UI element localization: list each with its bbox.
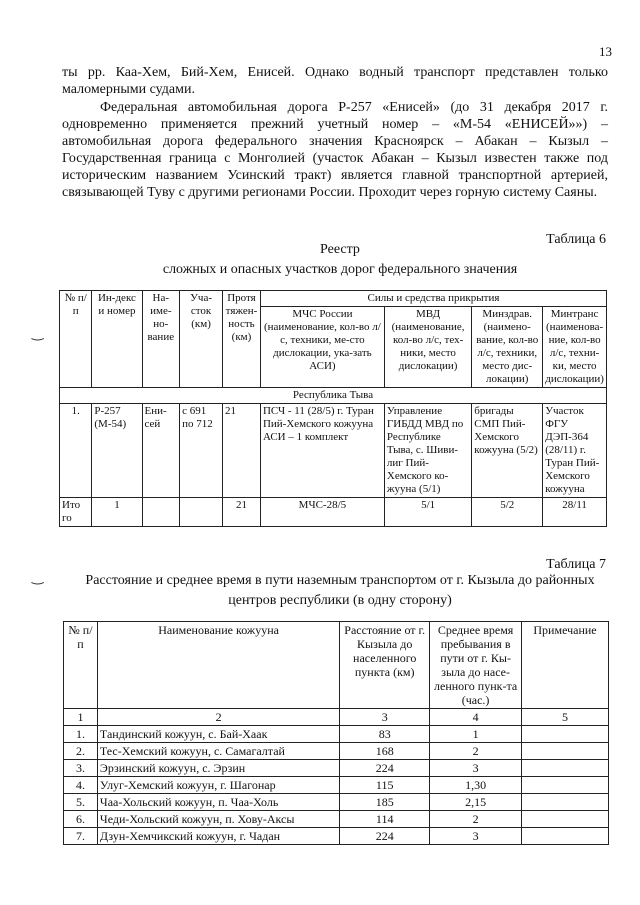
t6-header-section: Уча-сток (км) — [180, 291, 223, 388]
t7-header-name: Наименование кожууна — [97, 622, 339, 709]
t7-time: 1 — [430, 726, 522, 743]
page-number: 13 — [599, 44, 612, 59]
t7-colnum-3: 3 — [340, 709, 430, 726]
table-row — [60, 404, 607, 498]
t6-header-mvd: МВД (наименование, кол-во л/с, тех-ники, место дислокации) — [384, 307, 471, 388]
t7-note — [522, 777, 609, 794]
t6-row-mchs: ПСЧ - 11 (28/5) г. Туран Пий-Хемского кожууна АСИ – 1 комплект — [260, 404, 384, 498]
t6-header-length: Протя тяжен-ность (км) — [223, 291, 261, 388]
t7-note — [522, 760, 609, 777]
t7-distance: 115 — [340, 777, 430, 794]
t6-row-section: с 691 по 712 — [180, 404, 223, 498]
t6-total-health: 5/2 — [472, 498, 543, 527]
t6-header-forces: Силы и средства прикрытия — [260, 291, 606, 307]
t6-row-health: бригады СМП Пий-Хемского кожууна (5/2) — [472, 404, 543, 498]
t7-name: Улуг-Хемский кожуун, г. Шагонар — [97, 777, 339, 794]
table6-title: Реестр — [320, 242, 360, 257]
t7-colnum-4: 4 — [430, 709, 522, 726]
t6-row-index: Р-257 (М-54) — [92, 404, 142, 498]
table-row — [64, 726, 609, 743]
t6-total-empty-2 — [180, 498, 223, 527]
t7-colnum-2: 2 — [97, 709, 339, 726]
t6-total-mchs: МЧС-28/5 — [260, 498, 384, 527]
t7-distance: 83 — [340, 726, 430, 743]
t7-name: Дзун-Хемчикский кожуун, г. Чадан — [97, 828, 339, 845]
t7-name: Чеди-Хольский кожуун, п. Хову-Аксы — [97, 811, 339, 828]
table6-subtitle: сложных и опасных участков дорог федерального значения — [162, 262, 518, 277]
t7-colnum-5: 5 — [522, 709, 609, 726]
t6-header-health: Минздрав. (наимено-вание, кол-во л/с, техники, место дис-локации) — [472, 307, 543, 388]
t7-distance: 185 — [340, 794, 430, 811]
paragraph-1: ты рр. Каа-Хем, Бий-Хем, Енисей. Однако водный транспорт представлен только маломерными судами. — [62, 65, 608, 97]
paragraph-2: Федеральная автомобильная дорога Р-257 «Енисей» (до 31 декабря 2017 г. одновременно применяется прежний учетный номер – «М-54 «ЕНИСЕЙ»») – автомобильная дорога федерального значения Красноярск – Абакан – Кызыл – Государственная граница с Монголией (участок Абакан – Кызыл известен также под историческим названием Усинский тракт) является главной транспортной артерией, связывающей Туву с другими регионами России. Проходит через горную систему Саяны. — [62, 100, 608, 200]
t7-time: 2 — [430, 743, 522, 760]
t6-total-label: Ито го — [60, 498, 92, 527]
t6-header-transport: Минтранс (наименова-ние, кол-во л/с, техни-ки, место дислокации) — [543, 307, 607, 388]
t6-row-num: 1. — [60, 404, 92, 498]
table6-label: Таблица 6 — [546, 232, 606, 247]
t7-time: 3 — [430, 760, 522, 777]
table-row — [64, 760, 609, 777]
t6-total-length: 21 — [223, 498, 261, 527]
t7-note — [522, 828, 609, 845]
table-row — [60, 498, 607, 527]
t7-header-time: Среднее время пребывания в пути от г. Кы-зыла до насе-ленного пунк-та (час.) — [430, 622, 522, 709]
t7-time: 2,15 — [430, 794, 522, 811]
table7-title: Расстояние и среднее время в пути наземным транспортом от г. Кызыла до районных центров республики (в одну сторону) — [85, 573, 595, 608]
table-row — [64, 811, 609, 828]
t6-header-index: Ин-декс и номер — [92, 291, 142, 388]
margin-mark: ‿ — [32, 326, 44, 341]
t7-header-num: № п/п — [64, 622, 98, 709]
table7-label: Таблица 7 — [546, 557, 606, 572]
t7-num: 5. — [64, 794, 98, 811]
table-row — [64, 777, 609, 794]
table7 — [63, 621, 609, 845]
t6-total-mvd: 5/1 — [384, 498, 471, 527]
table-row — [64, 794, 609, 811]
t7-header-distance: Расстояние от г. Кызыла до населенного пункта (км) — [340, 622, 430, 709]
t6-header-mchs: МЧС России (наименование, кол-во л/с, техники, ме-сто дислокации, ука-зать АСИ) — [260, 307, 384, 388]
t7-distance: 224 — [340, 828, 430, 845]
t7-note — [522, 743, 609, 760]
t7-note — [522, 794, 609, 811]
table-row — [64, 743, 609, 760]
t6-row-length: 21 — [223, 404, 261, 498]
t7-num: 1. — [64, 726, 98, 743]
t6-region: Республика Тыва — [60, 388, 607, 404]
t6-total-empty-1 — [142, 498, 180, 527]
table6 — [59, 290, 607, 527]
t6-total-index: 1 — [92, 498, 142, 527]
t7-time: 3 — [430, 828, 522, 845]
t7-distance: 168 — [340, 743, 430, 760]
t7-time: 1,30 — [430, 777, 522, 794]
table-row — [64, 828, 609, 845]
t7-num: 3. — [64, 760, 98, 777]
t7-num: 6. — [64, 811, 98, 828]
t7-name: Тес-Хемский кожуун, с. Самагалтай — [97, 743, 339, 760]
t6-row-transport: Участок ФГУ ДЭП-364 (28/11) г. Туран Пий-Хемского кожууна — [543, 404, 607, 498]
t7-name: Чаа-Хольский кожуун, п. Чаа-Холь — [97, 794, 339, 811]
t7-colnum-1: 1 — [64, 709, 98, 726]
t7-time: 2 — [430, 811, 522, 828]
t7-num: 7. — [64, 828, 98, 845]
t6-total-transport: 28/11 — [543, 498, 607, 527]
t7-note — [522, 726, 609, 743]
t7-num: 4. — [64, 777, 98, 794]
t7-distance: 224 — [340, 760, 430, 777]
t7-header-note: Примечание — [522, 622, 609, 709]
t6-row-mvd: Управление ГИБДД МВД по Республике Тыва, с. Шиви-лиг Пий-Хемского ко-жууна (5/1) — [384, 404, 471, 498]
t7-note — [522, 811, 609, 828]
t6-row-name: Ени-сей — [142, 404, 180, 498]
table6-title-block — [60, 240, 620, 280]
t7-distance: 114 — [340, 811, 430, 828]
t7-name: Тандинский кожуун, с. Бай-Хаак — [97, 726, 339, 743]
margin-mark: ‿ — [32, 570, 44, 585]
t6-header-num: № п/п — [60, 291, 92, 388]
t6-header-name: На-име-но-вание — [142, 291, 180, 388]
t7-num: 2. — [64, 743, 98, 760]
t7-name: Эрзинский кожуун, с. Эрзин — [97, 760, 339, 777]
